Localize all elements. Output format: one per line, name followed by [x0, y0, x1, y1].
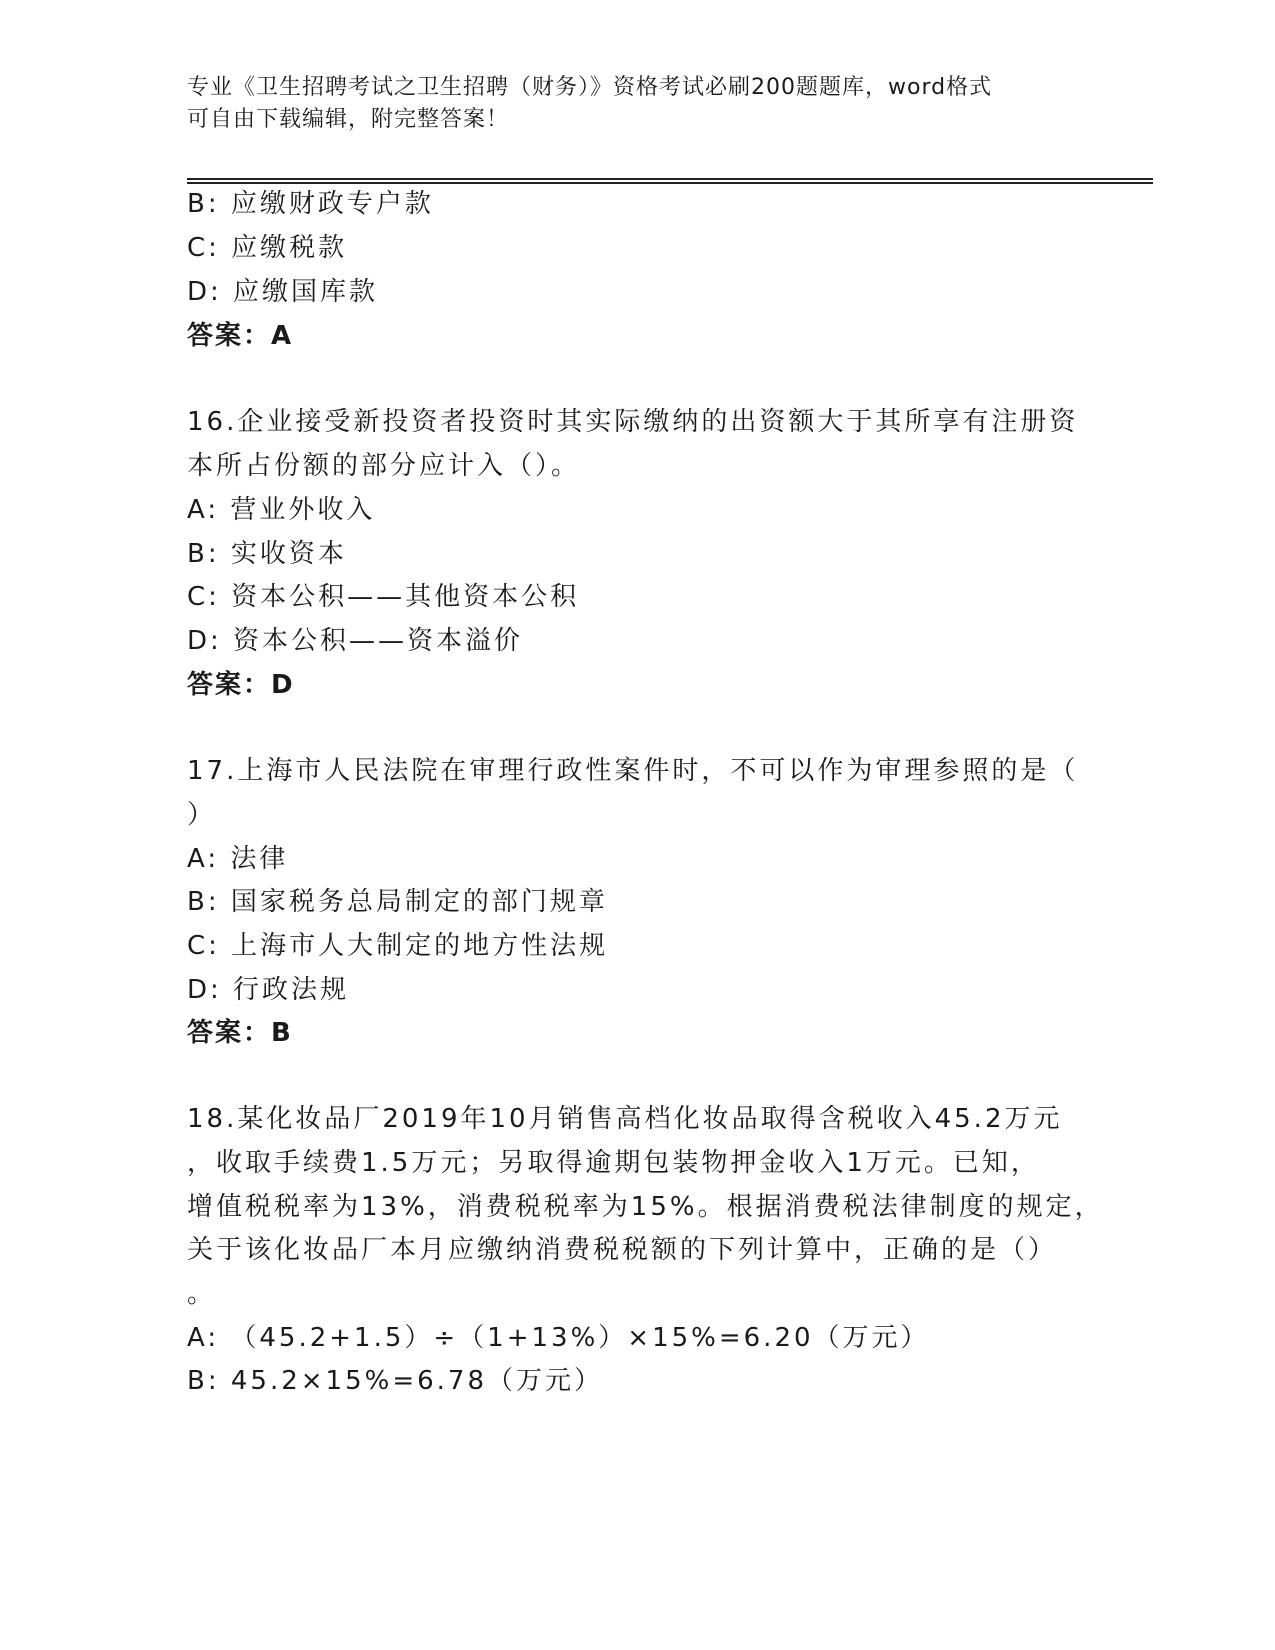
q15-option-d: D: 应缴国库款 [187, 277, 379, 307]
q17-option-a: A: 法律 [187, 844, 289, 874]
q17-answer: 答案：B [187, 1018, 293, 1048]
q18-stem-line-4: 关于该化妆品厂本月应缴纳消费税税额的下列计算中，正确的是（） [187, 1235, 1058, 1265]
q15-option-c: C: 应缴税款 [187, 233, 348, 263]
header-rule-bottom [187, 182, 1153, 184]
q18-option-a: A: （45.2+1.5）÷（1+13%）×15%=6.20（万元） [187, 1323, 930, 1353]
q17-stem-line-1: 17.上海市人民法院在审理行政性案件时，不可以作为审理参照的是（ [187, 756, 1079, 786]
q15-option-b: B: 应缴财政专户款 [187, 189, 434, 219]
q18-stem-line-1: 18.某化妆品厂2019年10月销售高档化妆品取得含税收入45.2万元 [187, 1104, 1063, 1134]
header-line-2: 可自由下载编辑，附完整答案！ [187, 107, 510, 132]
header-rule-top [187, 178, 1153, 180]
q17-option-b: B: 国家税务总局制定的部门规章 [187, 887, 608, 917]
q16-stem-line-1: 16.企业接受新投资者投资时其实际缴纳的出资额大于其所享有注册资 [187, 407, 1079, 437]
q16-stem-line-2: 本所占份额的部分应计入（）。 [187, 451, 581, 481]
q18-stem-line-5: 。 [187, 1279, 217, 1309]
header-line-1: 专业《卫生招聘考试之卫生招聘（财务）》资格考试必刷200题题库，word格式 [187, 75, 993, 100]
q16-option-c: C: 资本公积——其他资本公积 [187, 582, 580, 612]
q17-stem-line-2: ） [187, 800, 217, 830]
q16-option-b: B: 实收资本 [187, 539, 347, 569]
q15-answer: 答案：A [187, 321, 294, 351]
q18-stem-line-3: 增值税税率为13%，消费税税率为15%。根据消费税法律制度的规定， [187, 1192, 1104, 1222]
document-header [187, 72, 1067, 136]
q16-answer: 答案：D [187, 670, 295, 700]
q16-option-d: D: 资本公积——资本溢价 [187, 626, 524, 656]
q17-option-d: D: 行政法规 [187, 975, 350, 1005]
q18-option-b: B: 45.2×15%=6.78（万元） [187, 1366, 604, 1396]
q18-stem-line-2: ，收取手续费1.5万元；另取得逾期包装物押金收入1万元。已知， [187, 1148, 1040, 1178]
q17-option-c: C: 上海市人大制定的地方性法规 [187, 931, 609, 961]
q16-option-a: A: 营业外收入 [187, 495, 376, 525]
